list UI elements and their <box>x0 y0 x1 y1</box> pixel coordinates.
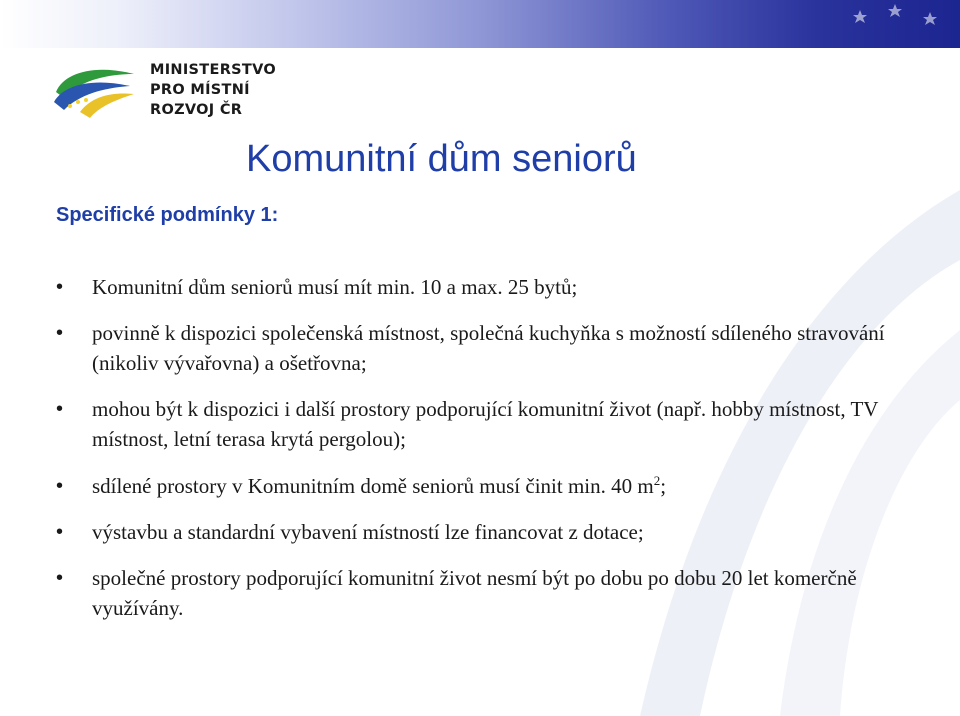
bullet-text: Komunitní dům seniorů musí mít min. 10 a max. 25 bytů; <box>92 275 578 299</box>
list-item <box>56 517 896 547</box>
ministry-logo-icon <box>50 62 138 120</box>
bullet-text: povinně k dispozici společenská místnost, společná kuchyňka s možností sdíleného stravování (nikoliv vývařovna) a ošetřovna; <box>92 321 885 375</box>
bullet-text: mohou být k dispozici i další prostory podporující komunitní život (např. hobby místnost, TV místnost, letní terasa krytá pergolou); <box>92 397 879 451</box>
logo-line-3: ROZVOJ ČR <box>150 102 243 118</box>
slide-title: Komunitní dům seniorů <box>246 138 637 180</box>
conditions-list <box>56 272 896 623</box>
list-item <box>56 563 896 623</box>
bullet-tail: ; <box>660 474 667 498</box>
eu-stars-icon <box>800 0 960 48</box>
bullet-text: sdílené prostory v Komunitním domě seniorů musí činit min. 40 m <box>92 474 654 498</box>
list-item <box>56 272 896 302</box>
slide-subtitle: Specifické podmínky 1: <box>56 204 279 226</box>
bullet-text: výstavbu a standardní vybavení místností lze financovat z dotace; <box>92 520 644 544</box>
top-decorative-bar <box>0 0 960 48</box>
area-superscript: 2 <box>653 473 661 488</box>
ministry-logo-text <box>150 60 276 120</box>
list-item <box>56 318 896 378</box>
ministry-logo <box>50 58 275 122</box>
list-item <box>56 394 896 454</box>
logo-line-1: MINISTERSTVO <box>150 62 276 78</box>
bullet-text: společné prostory podporující komunitní život nesmí být po dobu po dobu 20 let komerčně využívány. <box>92 566 857 620</box>
list-item <box>56 471 896 501</box>
logo-line-2: PRO MÍSTNÍ <box>150 82 250 98</box>
